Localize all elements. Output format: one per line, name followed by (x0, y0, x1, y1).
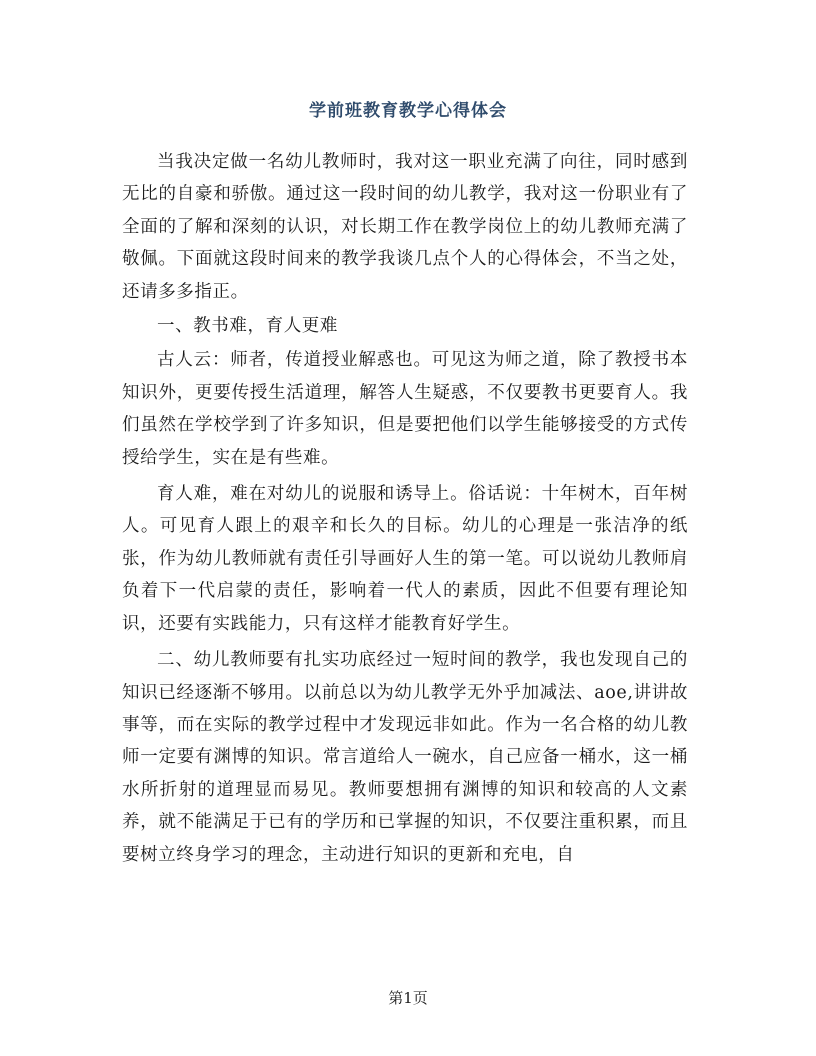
paragraph-educating-people: 育人难，难在对幼儿的说服和诱导上。俗话说：十年树木，百年树人。可见育人跟上的艰辛和长久的目标。幼儿的心理是一张洁净的纸张，作为幼儿教师就有责任引导画好人生的第一笔。可以说幼儿教师肩负着下一代启蒙的责任，影响着一代人的素质，因此不但要有理论知识，还要有实践能力，只有这样才能教育好学生。 (122, 484, 688, 634)
paragraph-ancient-saying: 古人云：师者，传道授业解惑也。可见这为师之道，除了教授书本知识外，更要传授生活道理，解答人生疑惑，不仅要教书更要育人。我们虽然在学校学到了许多知识，但是要把他们以学生能够接受的方式传授给学生，实在是有些难。 (122, 350, 688, 468)
paragraph-section-2: 二、幼儿教师要有扎实功底经过一短时间的教学，我也发现自己的知识已经逐渐不够用。以前总以为幼儿教学无外乎加减法、aoe,讲讲故事等，而在实际的教学过程中才发现远非如此。作为一名合格的幼儿教师一定要有渊博的知识。常言道给人一碗水，自己应备一桶水，这一桶水所折射的道理显而易见。教师要想拥有渊博的知识和较高的人文素养，就不能满足于已有的学历和已掌握的知识，不仅要注重积累，而且要树立终身学习的理念，主动进行知识的更新和充电，自 (122, 650, 688, 865)
section-heading-1: 一、教书难，育人更难 (157, 316, 338, 337)
document-body (122, 146, 688, 873)
paragraph-intro: 当我决定做一名幼儿教师时，我对这一职业充满了向往，同时感到无比的自豪和骄傲。通过这一段时间的幼儿教学，我对这一份职业有了全面的了解和深刻的认识，对长期工作在教学岗位上的幼儿教师充满了敬佩。下面就这段时间来的教学我谈几点个人的心得体会，不当之处，还请多多指正。 (122, 152, 688, 302)
page-number: 第1页 (388, 989, 428, 1007)
document-title: 学前班教育教学心得体会 (309, 101, 507, 121)
